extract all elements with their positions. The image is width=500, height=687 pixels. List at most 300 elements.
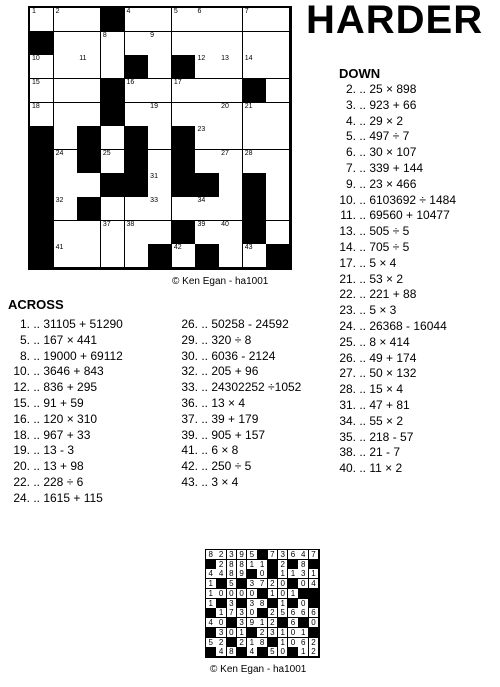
across-heading: ACROSS xyxy=(8,297,64,312)
grid-cell[interactable] xyxy=(172,103,196,127)
grid-cell[interactable] xyxy=(101,197,125,221)
clue-item xyxy=(180,349,301,365)
clue-number: 18 xyxy=(32,102,40,110)
grid-cell[interactable] xyxy=(172,244,196,268)
solution-digit: 5 xyxy=(227,579,238,589)
solution-digit: 6 xyxy=(298,608,309,618)
grid-cell[interactable] xyxy=(77,103,101,127)
clue-num: 2. xyxy=(345,82,356,96)
solution-digit: 3 xyxy=(278,550,289,560)
grid-cell[interactable] xyxy=(54,244,78,268)
down-heading: DOWN xyxy=(339,66,381,81)
clue-text: .. 6103692 ÷ 1484 xyxy=(356,192,457,207)
clue-text: .. 497 ÷ 7 xyxy=(356,129,410,144)
solution-digit: 3 xyxy=(227,550,238,560)
grid-cell[interactable] xyxy=(30,55,54,79)
solution-digit: 2 xyxy=(237,638,248,648)
clue-num: 33. xyxy=(181,380,198,395)
solution-black-cell xyxy=(288,647,299,657)
solution-black-cell xyxy=(257,589,268,599)
clue-number: 13 xyxy=(221,55,229,63)
clue-number: 35 xyxy=(244,197,253,205)
clue-num: 5. xyxy=(19,332,30,347)
grid-cell[interactable] xyxy=(266,103,290,127)
black-cell xyxy=(172,150,196,174)
black-cell xyxy=(266,244,290,268)
solution-digit: 1 xyxy=(247,560,258,570)
grid-cell[interactable] xyxy=(243,244,267,268)
black-cell xyxy=(30,32,54,56)
grid-cell[interactable] xyxy=(54,126,78,150)
clue-text: .. 3646 + 843 xyxy=(30,364,104,379)
clue-item xyxy=(180,364,301,380)
clue-item xyxy=(12,428,123,444)
clue-num: 27. xyxy=(339,366,356,381)
solution-digit: 8 xyxy=(206,550,217,560)
solution-digit: 1 xyxy=(298,647,309,657)
clue-num: 19. xyxy=(13,443,30,458)
clue-item xyxy=(12,349,123,365)
grid-cell[interactable] xyxy=(101,221,125,245)
grid-cell[interactable] xyxy=(77,173,101,197)
clue-num: 20. xyxy=(13,459,30,474)
clue-text: .. 5 × 4 xyxy=(356,255,397,270)
solution-black-cell xyxy=(268,569,279,579)
solution-black-cell xyxy=(257,608,268,618)
clue-number: 32 xyxy=(55,197,64,205)
clue-item xyxy=(338,287,456,303)
clue-number: 26 xyxy=(173,149,182,157)
clue-item xyxy=(338,161,456,177)
clue-num: 10. xyxy=(339,192,356,207)
clue-number: 20 xyxy=(221,102,229,110)
grid-cell[interactable] xyxy=(77,79,101,103)
clue-item xyxy=(338,303,456,319)
solution-digit: 5 xyxy=(268,647,279,657)
clue-item xyxy=(338,177,456,193)
grid-cell[interactable] xyxy=(219,55,243,79)
grid-cell[interactable] xyxy=(77,221,101,245)
grid-cell[interactable] xyxy=(148,221,172,245)
grid-cell[interactable] xyxy=(148,150,172,174)
clue-text: .. 50258 - 24592 xyxy=(198,317,289,331)
solution-digit: 2 xyxy=(268,608,279,618)
clue-number: 5 xyxy=(173,8,178,15)
clue-text: .. 69560 + 10477 xyxy=(356,208,450,223)
solution-digit: 5 xyxy=(278,608,289,618)
grid-cell[interactable] xyxy=(125,103,149,127)
solution-digit: 0 xyxy=(298,599,309,609)
grid-cell[interactable] xyxy=(125,197,149,221)
black-cell xyxy=(77,126,101,150)
solution-digit: 1 xyxy=(278,628,289,638)
clue-num: 43. xyxy=(181,474,198,489)
black-cell xyxy=(195,173,219,197)
grid-cell[interactable] xyxy=(172,79,196,103)
solution-digit: 7 xyxy=(268,550,279,560)
clue-num: 7. xyxy=(345,160,356,175)
clue-item xyxy=(338,208,456,224)
solution-black-cell xyxy=(309,589,320,599)
grid-cell[interactable] xyxy=(243,103,267,127)
solution-digit: 0 xyxy=(309,618,320,628)
solution-digit: 0 xyxy=(247,608,258,618)
clue-text: .. 91 + 59 xyxy=(30,395,84,410)
across-clue-list-col2 xyxy=(180,317,301,491)
solution-black-cell xyxy=(237,579,248,589)
clue-num: 8. xyxy=(19,348,30,363)
clue-number: 31 xyxy=(150,173,158,181)
across-clue-list-col1 xyxy=(12,317,123,507)
solution-black-cell xyxy=(216,579,227,589)
grid-cell[interactable] xyxy=(148,103,172,127)
clue-text: .. 24302252 ÷1052 xyxy=(198,380,302,395)
solution-digit: 1 xyxy=(206,579,217,589)
clue-text: .. 6 × 8 xyxy=(198,443,239,458)
clue-num: 11. xyxy=(340,208,356,223)
grid-cell[interactable] xyxy=(101,32,125,56)
clue-num: 22. xyxy=(339,287,356,302)
grid-cell[interactable] xyxy=(243,55,267,79)
clue-num: 17. xyxy=(339,255,356,270)
solution-digit: 8 xyxy=(227,560,238,570)
grid-cell[interactable] xyxy=(266,32,290,56)
clue-text: .. 221 + 88 xyxy=(356,287,417,302)
grid-cell[interactable] xyxy=(219,197,243,221)
clue-number: 19 xyxy=(150,102,158,110)
black-cell xyxy=(172,126,196,150)
solution-black-cell xyxy=(206,647,217,657)
clue-item xyxy=(338,351,456,367)
solution-digit: 4 xyxy=(247,647,258,657)
clue-item xyxy=(12,443,123,459)
grid-cell[interactable] xyxy=(172,32,196,56)
grid-cell[interactable] xyxy=(266,55,290,79)
black-cell xyxy=(125,55,149,79)
grid-cell[interactable] xyxy=(148,32,172,56)
solution-black-cell xyxy=(257,550,268,560)
clue-num: 39. xyxy=(181,427,198,442)
grid-cell[interactable] xyxy=(219,173,243,197)
clue-num: 41. xyxy=(181,443,198,458)
clue-text: .. 13 - 3 xyxy=(30,443,75,458)
solution-digit: 0 xyxy=(288,628,299,638)
clue-text: .. 21 - 7 xyxy=(356,445,401,460)
clue-number: 21 xyxy=(244,102,253,110)
grid-cell[interactable] xyxy=(195,197,219,221)
solution-digit: 8 xyxy=(298,560,309,570)
clue-text: .. 967 + 33 xyxy=(30,427,91,442)
solution-digit: 4 xyxy=(309,579,320,589)
solution-digit: 6 xyxy=(288,608,299,618)
clue-number: 2 xyxy=(55,8,60,15)
grid-cell[interactable] xyxy=(77,244,101,268)
clue-item xyxy=(338,224,456,240)
grid-cell[interactable] xyxy=(54,221,78,245)
clue-text: .. 19000 + 69112 xyxy=(30,348,123,363)
solution-black-cell xyxy=(257,647,268,657)
clue-item xyxy=(180,412,301,428)
solution-digit: 1 xyxy=(278,599,289,609)
clue-text: .. 320 ÷ 8 xyxy=(198,332,252,347)
clue-num: 1. xyxy=(19,317,30,331)
clue-item xyxy=(338,145,456,161)
grid-cell[interactable] xyxy=(54,55,78,79)
solution-black-cell xyxy=(288,599,299,609)
clue-item xyxy=(338,82,456,98)
black-cell xyxy=(30,197,54,221)
clue-item xyxy=(12,333,123,349)
solution-digit: 2 xyxy=(268,579,279,589)
grid-cell[interactable] xyxy=(219,150,243,174)
grid-cell[interactable] xyxy=(243,32,267,56)
grid-cell[interactable] xyxy=(195,103,219,127)
solution-black-cell xyxy=(309,628,320,638)
solution-black-cell xyxy=(309,599,320,609)
clue-number: 6 xyxy=(197,8,202,15)
clue-number: 4 xyxy=(126,8,131,15)
grid-cell[interactable] xyxy=(125,32,149,56)
clue-text: .. 218 - 57 xyxy=(356,429,414,444)
clue-num: 29. xyxy=(181,332,198,347)
clue-number: 37 xyxy=(102,220,111,228)
clue-num: 36. xyxy=(181,395,198,410)
clue-item xyxy=(338,193,456,209)
grid-cell[interactable] xyxy=(101,244,125,268)
solution-digit: 3 xyxy=(247,599,258,609)
clue-text: .. 55 × 2 xyxy=(356,413,404,428)
grid-cell[interactable] xyxy=(54,32,78,56)
solution-digit: 4 xyxy=(206,618,217,628)
solution-digit: 4 xyxy=(298,550,309,560)
clue-number: 16 xyxy=(126,78,135,86)
solution-digit: 2 xyxy=(257,628,268,638)
grid-cell[interactable] xyxy=(77,55,101,79)
solution-black-cell xyxy=(247,628,258,638)
grid-cell[interactable] xyxy=(54,79,78,103)
grid-cell[interactable] xyxy=(77,32,101,56)
solution-digit: 0 xyxy=(278,579,289,589)
clue-text: .. 30 × 107 xyxy=(356,145,417,160)
solution-digit: 5 xyxy=(206,638,217,648)
black-cell xyxy=(30,244,54,268)
clue-number: 17 xyxy=(173,78,182,86)
clue-item xyxy=(338,240,456,256)
grid-cell[interactable] xyxy=(243,8,267,32)
solution-digit: 1 xyxy=(309,569,320,579)
clue-text: .. 47 + 81 xyxy=(356,397,410,412)
solution-digit: 1 xyxy=(257,618,268,628)
clue-number: 10 xyxy=(32,55,40,63)
solution-grid xyxy=(205,549,320,658)
grid-cell[interactable] xyxy=(243,150,267,174)
grid-cell[interactable] xyxy=(148,173,172,197)
clue-num: 9. xyxy=(345,176,356,191)
grid-cell[interactable] xyxy=(30,79,54,103)
clue-text: .. 23 × 466 xyxy=(356,176,417,191)
black-cell xyxy=(243,79,267,103)
clue-number: 9 xyxy=(150,31,155,39)
clue-text: .. 29 × 2 xyxy=(356,113,404,128)
solution-digit: 1 xyxy=(257,560,268,570)
clue-item xyxy=(12,364,123,380)
grid-cell[interactable] xyxy=(266,79,290,103)
solution-digit: 8 xyxy=(257,638,268,648)
grid-cell[interactable] xyxy=(195,8,219,32)
grid-cell[interactable] xyxy=(54,197,78,221)
grid-cell[interactable] xyxy=(101,55,125,79)
grid-cell[interactable] xyxy=(195,150,219,174)
clue-item xyxy=(338,414,456,430)
grid-cell[interactable] xyxy=(54,150,78,174)
grid-cell[interactable] xyxy=(219,221,243,245)
grid-cell[interactable] xyxy=(243,126,267,150)
grid-cell[interactable] xyxy=(219,32,243,56)
solution-digit: 7 xyxy=(227,608,238,618)
solution-digit: 0 xyxy=(298,579,309,589)
clue-num: 24. xyxy=(339,318,356,333)
grid-cell[interactable] xyxy=(266,150,290,174)
clue-num: 25. xyxy=(339,334,356,349)
grid-cell[interactable] xyxy=(195,79,219,103)
clue-text: .. 339 + 144 xyxy=(356,160,424,175)
grid-cell[interactable] xyxy=(125,244,149,268)
black-cell xyxy=(101,8,125,32)
solution-digit: 3 xyxy=(298,569,309,579)
clue-item xyxy=(12,475,123,491)
clue-num: 40. xyxy=(339,461,356,476)
solution-digit: 1 xyxy=(216,608,227,618)
grid-cell[interactable] xyxy=(219,8,243,32)
grid-cell[interactable] xyxy=(266,173,290,197)
clue-number: 28 xyxy=(244,149,253,157)
solution-digit: 0 xyxy=(247,589,258,599)
grid-cell[interactable] xyxy=(101,150,125,174)
black-cell xyxy=(195,244,219,268)
solution-digit: 1 xyxy=(278,638,289,648)
grid-cell[interactable] xyxy=(77,8,101,32)
clue-num: 37. xyxy=(181,411,198,426)
solution-digit: 6 xyxy=(288,550,299,560)
solution-black-cell xyxy=(288,560,299,570)
grid-cell[interactable] xyxy=(266,221,290,245)
grid-cell[interactable] xyxy=(266,8,290,32)
solution-digit: 1 xyxy=(278,569,289,579)
black-cell xyxy=(77,197,101,221)
clue-item xyxy=(338,445,456,461)
grid-cell[interactable] xyxy=(266,126,290,150)
solution-digit: 1 xyxy=(237,628,248,638)
black-cell xyxy=(101,103,125,127)
clue-item xyxy=(12,491,123,507)
solution-digit: 8 xyxy=(237,560,248,570)
grid-cell[interactable] xyxy=(219,244,243,268)
solution-black-cell xyxy=(206,560,217,570)
solution-digit: 0 xyxy=(216,618,227,628)
grid-cell[interactable] xyxy=(148,79,172,103)
grid-cell[interactable] xyxy=(125,8,149,32)
black-cell xyxy=(125,126,149,150)
grid-cell[interactable] xyxy=(172,197,196,221)
grid-cell[interactable] xyxy=(30,103,54,127)
clue-item xyxy=(12,396,123,412)
solution-digit: 6 xyxy=(288,618,299,628)
solution-black-cell xyxy=(216,599,227,609)
grid-cell[interactable] xyxy=(219,79,243,103)
solution-digit: 2 xyxy=(309,638,320,648)
clue-number: 12 xyxy=(197,55,206,63)
clue-number: 7 xyxy=(244,8,249,15)
solution-digit: 9 xyxy=(237,569,248,579)
clue-num: 15. xyxy=(13,395,30,410)
grid-cell[interactable] xyxy=(172,8,196,32)
grid-cell[interactable] xyxy=(219,103,243,127)
clue-number: 22 xyxy=(126,126,135,134)
clue-num: 31. xyxy=(339,397,356,412)
clue-text: .. 5 × 3 xyxy=(356,303,397,318)
grid-cell[interactable] xyxy=(148,197,172,221)
solution-digit: 0 xyxy=(278,647,289,657)
grid-cell[interactable] xyxy=(148,55,172,79)
grid-cell[interactable] xyxy=(125,221,149,245)
clue-item xyxy=(338,335,456,351)
clue-text: .. 836 + 295 xyxy=(30,380,98,395)
black-cell xyxy=(101,173,125,197)
solution-digit: 9 xyxy=(247,618,258,628)
solution-digit: 0 xyxy=(237,589,248,599)
grid-cell[interactable] xyxy=(148,126,172,150)
clue-num: 16. xyxy=(13,411,30,426)
clue-text: .. 11 × 2 xyxy=(356,461,403,476)
grid-cell[interactable] xyxy=(148,8,172,32)
grid-cell[interactable] xyxy=(195,221,219,245)
solution-black-cell xyxy=(268,599,279,609)
grid-cell[interactable] xyxy=(54,173,78,197)
grid-cell[interactable] xyxy=(101,126,125,150)
clue-text: .. 31105 + 51290 xyxy=(30,317,123,331)
clue-num: 10. xyxy=(13,364,30,379)
solution-digit: 6 xyxy=(309,608,320,618)
black-cell xyxy=(125,173,149,197)
solution-digit: 3 xyxy=(216,628,227,638)
clue-number: 33 xyxy=(150,197,158,205)
clue-number: 36 xyxy=(32,220,40,228)
grid-cell[interactable] xyxy=(195,55,219,79)
clue-num: 18. xyxy=(13,427,30,442)
solution-black-cell xyxy=(227,638,238,648)
clue-text: .. 705 ÷ 5 xyxy=(356,239,410,254)
solution-digit: 8 xyxy=(227,647,238,657)
grid-cell[interactable] xyxy=(54,8,78,32)
solution-digit: 2 xyxy=(216,560,227,570)
clue-text: .. 8 × 414 xyxy=(356,334,410,349)
clue-item xyxy=(12,380,123,396)
clue-text: .. 13 × 4 xyxy=(198,395,246,410)
black-cell xyxy=(30,221,54,245)
solution-black-cell xyxy=(237,599,248,609)
grid-cell[interactable] xyxy=(195,126,219,150)
grid-cell[interactable] xyxy=(219,126,243,150)
grid-cell[interactable] xyxy=(125,79,149,103)
grid-cell[interactable] xyxy=(195,32,219,56)
grid-cell[interactable] xyxy=(54,103,78,127)
solution-digit: 4 xyxy=(216,647,227,657)
grid-cell[interactable] xyxy=(266,197,290,221)
solution-digit: 1 xyxy=(288,569,299,579)
grid-cell[interactable] xyxy=(30,8,54,32)
solution-digit: 2 xyxy=(278,560,289,570)
clue-number: 42 xyxy=(173,244,182,252)
